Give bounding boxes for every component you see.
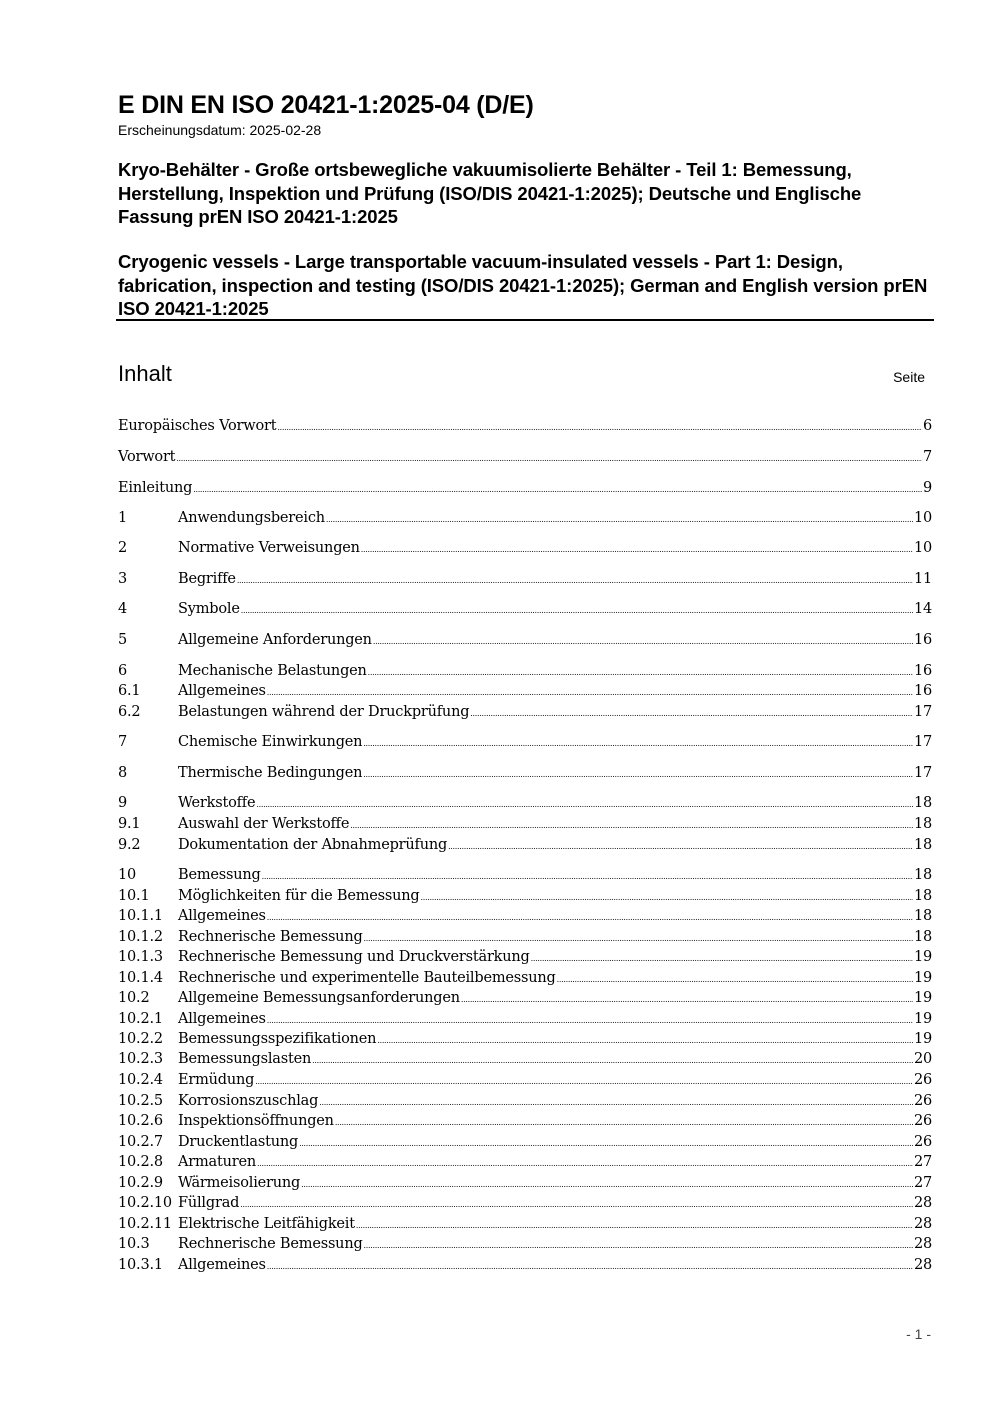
toc-entry-page: 28 bbox=[913, 1216, 932, 1232]
toc-entry-number: 10.2.4 bbox=[118, 1072, 163, 1088]
toc-entry-number: 10.2.1 bbox=[118, 1011, 163, 1027]
toc-entry[interactable] bbox=[118, 793, 932, 814]
toc-entry-title: Bemessungsspezifikationen bbox=[178, 1031, 377, 1047]
toc-entry-page: 26 bbox=[913, 1093, 932, 1109]
toc-entry-number: 10.2.9 bbox=[118, 1175, 163, 1191]
toc-dot-leader bbox=[361, 538, 913, 560]
toc-entry-title: Dokumentation der Abnahmeprüfung bbox=[178, 837, 448, 853]
toc-entry[interactable] bbox=[118, 906, 932, 927]
toc-entry[interactable] bbox=[118, 447, 932, 468]
toc-entry[interactable] bbox=[118, 968, 932, 989]
toc-entry-title: Druckentlastung bbox=[178, 1134, 299, 1150]
toc-entry-title: Allgemeine Anforderungen bbox=[178, 632, 372, 648]
toc-entry-title: Bemessung bbox=[178, 867, 261, 883]
toc-dot-leader bbox=[356, 1214, 913, 1236]
toc-entry-page: 11 bbox=[913, 571, 932, 587]
toc-entry[interactable] bbox=[118, 599, 932, 620]
toc-entry-page: 10 bbox=[913, 510, 932, 526]
toc-entry[interactable] bbox=[118, 508, 932, 529]
toc-entry-number: 9.2 bbox=[118, 837, 141, 853]
toc-entry-title: Füllgrad bbox=[178, 1195, 240, 1211]
toc-entry-page: 18 bbox=[913, 816, 932, 832]
toc-dot-leader bbox=[312, 1049, 913, 1071]
toc-entry[interactable] bbox=[118, 1009, 932, 1030]
toc-entry-number: 10.2.10 bbox=[118, 1195, 172, 1211]
toc-entry-page: 18 bbox=[913, 929, 932, 945]
toc-dot-leader bbox=[557, 968, 913, 990]
toc-entry-title: Korrosionszuschlag bbox=[178, 1093, 319, 1109]
toc-entry[interactable] bbox=[118, 865, 932, 886]
toc-entry-page: 14 bbox=[913, 601, 932, 617]
toc-dot-leader bbox=[262, 865, 913, 887]
toc-entry-page: 27 bbox=[913, 1175, 932, 1191]
toc-entry-page: 6 bbox=[922, 418, 932, 434]
toc-entry-page: 18 bbox=[913, 888, 932, 904]
toc-entry-number: 2 bbox=[118, 540, 128, 556]
toc-entry[interactable] bbox=[118, 478, 932, 499]
toc-entry-page: 18 bbox=[913, 908, 932, 924]
toc-entry-title: Begriffe bbox=[178, 571, 236, 587]
document-id: E DIN EN ISO 20421-1:2025-04 (D/E) bbox=[118, 91, 534, 119]
toc-dot-leader bbox=[193, 478, 922, 500]
toc-entry[interactable] bbox=[118, 538, 932, 559]
toc-entry[interactable] bbox=[118, 814, 932, 835]
toc-entry-page: 19 bbox=[913, 949, 932, 965]
toc-entry-number: 10.3 bbox=[118, 1236, 150, 1252]
toc-entry-page: 27 bbox=[913, 1154, 932, 1170]
publication-date: Erscheinungsdatum: 2025-02-28 bbox=[118, 122, 322, 138]
toc-entry[interactable] bbox=[118, 416, 932, 437]
toc-entry-number: 8 bbox=[118, 765, 128, 781]
header-divider bbox=[116, 319, 934, 321]
toc-entry[interactable] bbox=[118, 947, 932, 968]
toc-entry-title: Armaturen bbox=[178, 1154, 257, 1170]
toc-entry-number: 10.1.4 bbox=[118, 970, 163, 986]
toc-entry-page: 18 bbox=[913, 867, 932, 883]
toc-dot-leader bbox=[301, 1173, 913, 1195]
toc-entry-title: Allgemeines bbox=[178, 1257, 266, 1273]
toc-entry[interactable] bbox=[118, 1255, 932, 1276]
toc-entry[interactable] bbox=[118, 1091, 932, 1112]
toc-entry[interactable] bbox=[118, 763, 932, 784]
toc-entry-title: Einleitung bbox=[118, 480, 193, 496]
toc-dot-leader bbox=[448, 835, 913, 857]
toc-entry-number: 10.2.2 bbox=[118, 1031, 163, 1047]
toc-entry-number: 9.1 bbox=[118, 816, 141, 832]
toc-entry[interactable] bbox=[118, 569, 932, 590]
toc-entry-number: 4 bbox=[118, 601, 128, 617]
toc-entry[interactable] bbox=[118, 1152, 932, 1173]
toc-entry-title: Rechnerische Bemessung bbox=[178, 1236, 363, 1252]
toc-entry[interactable] bbox=[118, 702, 932, 723]
toc-dot-leader bbox=[377, 1029, 913, 1051]
page-number: - 1 - bbox=[906, 1326, 931, 1342]
toc-entry-page: 7 bbox=[922, 449, 932, 465]
toc-entry-number: 1 bbox=[118, 510, 128, 526]
toc-entry-number: 10.2.7 bbox=[118, 1134, 163, 1150]
toc-entry-number: 10.2 bbox=[118, 990, 150, 1006]
toc-entry-page: 18 bbox=[913, 795, 932, 811]
toc-entry-number: 5 bbox=[118, 632, 128, 648]
toc-entry-number: 10.2.8 bbox=[118, 1154, 163, 1170]
toc-entry-page: 10 bbox=[913, 540, 932, 556]
toc-dot-leader bbox=[326, 508, 913, 530]
toc-dot-leader bbox=[267, 1009, 913, 1031]
toc-entry-page: 26 bbox=[913, 1134, 932, 1150]
toc-entry[interactable] bbox=[118, 927, 932, 948]
toc-dot-leader bbox=[363, 732, 913, 754]
toc-entry-page: 19 bbox=[913, 1031, 932, 1047]
toc-entry-number: 10.1 bbox=[118, 888, 150, 904]
toc-entry[interactable] bbox=[118, 1214, 932, 1235]
toc-dot-leader bbox=[319, 1091, 913, 1113]
toc-entry-title: Bemessungslasten bbox=[178, 1051, 312, 1067]
toc-dot-leader bbox=[267, 1255, 913, 1277]
toc-entry-title: Ermüdung bbox=[178, 1072, 255, 1088]
toc-entry-page: 17 bbox=[913, 734, 932, 750]
toc-dot-leader bbox=[241, 599, 913, 621]
toc-dot-leader bbox=[299, 1132, 913, 1154]
toc-entry-title: Rechnerische Bemessung und Druckverstärkung bbox=[178, 949, 530, 965]
toc-dot-leader bbox=[364, 1234, 913, 1256]
toc-entry[interactable] bbox=[118, 681, 932, 702]
toc-entry-title: Rechnerische Bemessung bbox=[178, 929, 363, 945]
toc-dot-leader bbox=[461, 988, 913, 1010]
toc-entry-title: Thermische Bedingungen bbox=[178, 765, 363, 781]
toc-entry-title: Normative Verweisungen bbox=[178, 540, 360, 556]
toc-entry-number: 10.3.1 bbox=[118, 1257, 163, 1273]
toc-dot-leader bbox=[257, 1152, 913, 1174]
toc-entry-page: 28 bbox=[913, 1257, 932, 1273]
toc-entry-page: 20 bbox=[913, 1051, 932, 1067]
toc-entry-page: 19 bbox=[913, 1011, 932, 1027]
toc-entry-number: 6.2 bbox=[118, 704, 141, 720]
toc-entry[interactable] bbox=[118, 732, 932, 753]
toc-entry-title: Allgemeine Bemessungsanforderungen bbox=[178, 990, 460, 1006]
toc-dot-leader bbox=[255, 1070, 913, 1092]
toc-dot-leader bbox=[176, 447, 922, 469]
toc-dot-leader bbox=[364, 927, 913, 949]
toc-entry-title: Anwendungsbereich bbox=[178, 510, 325, 526]
toc-dot-leader bbox=[267, 681, 913, 703]
toc-entry-page: 16 bbox=[913, 683, 932, 699]
toc-entry-title: Auswahl der Werkstoffe bbox=[178, 816, 350, 832]
toc-page-label: Seite bbox=[893, 369, 925, 385]
toc-entry-page: 28 bbox=[913, 1236, 932, 1252]
toc-entry-page: 17 bbox=[913, 704, 932, 720]
toc-entry[interactable] bbox=[118, 661, 932, 682]
toc-entry-page: 9 bbox=[922, 480, 932, 496]
toc-entry[interactable] bbox=[118, 1049, 932, 1070]
toc-entry-title: Allgemeines bbox=[178, 908, 266, 924]
toc-entry-title: Werkstoffe bbox=[178, 795, 256, 811]
toc-entry-title: Chemische Einwirkungen bbox=[178, 734, 363, 750]
toc-entry-page: 19 bbox=[913, 990, 932, 1006]
toc-entry-number: 10.2.3 bbox=[118, 1051, 163, 1067]
toc-entry-title: Möglichkeiten für die Bemessung bbox=[178, 888, 420, 904]
toc-dot-leader bbox=[373, 630, 913, 652]
toc-entry-title: Vorwort bbox=[118, 449, 176, 465]
toc-entry[interactable] bbox=[118, 1070, 932, 1091]
toc-heading: Inhalt bbox=[118, 361, 172, 386]
toc-entry-page: 16 bbox=[913, 632, 932, 648]
toc-entry-page: 26 bbox=[913, 1072, 932, 1088]
toc-dot-leader bbox=[240, 1193, 913, 1215]
toc-entry-number: 10.1.2 bbox=[118, 929, 163, 945]
toc-dot-leader bbox=[421, 886, 913, 908]
toc-entry-number: 6.1 bbox=[118, 683, 141, 699]
toc-entry-title: Elektrische Leitfähigkeit bbox=[178, 1216, 355, 1232]
toc-dot-leader bbox=[531, 947, 913, 969]
toc-dot-leader bbox=[267, 906, 913, 928]
toc-entry[interactable] bbox=[118, 1193, 932, 1214]
toc-dot-leader bbox=[237, 569, 913, 591]
toc-entry-page: 18 bbox=[913, 837, 932, 853]
toc-dot-leader bbox=[277, 416, 922, 438]
toc-entry[interactable] bbox=[118, 835, 932, 856]
toc-entry-page: 17 bbox=[913, 765, 932, 781]
toc-dot-leader bbox=[350, 814, 913, 836]
toc-entry-title: Allgemeines bbox=[178, 683, 266, 699]
toc-entry-number: 10.2.11 bbox=[118, 1216, 172, 1232]
toc-entry-number: 10.2.5 bbox=[118, 1093, 163, 1109]
toc-dot-leader bbox=[368, 661, 913, 683]
toc-entry[interactable] bbox=[118, 1132, 932, 1153]
toc-dot-leader bbox=[470, 702, 913, 724]
toc-dot-leader bbox=[256, 793, 913, 815]
toc-entry[interactable] bbox=[118, 1111, 932, 1132]
toc-entry-title: Europäisches Vorwort bbox=[118, 418, 277, 434]
toc-entry-number: 10.1.1 bbox=[118, 908, 163, 924]
toc-entry[interactable] bbox=[118, 1173, 932, 1194]
toc-entry-title: Inspektionsöffnungen bbox=[178, 1113, 334, 1129]
toc-entry-page: 16 bbox=[913, 663, 932, 679]
toc-entry-title: Allgemeines bbox=[178, 1011, 266, 1027]
toc-entry-number: 6 bbox=[118, 663, 128, 679]
toc-entry-number: 10.2.6 bbox=[118, 1113, 163, 1129]
toc-entry-page: 19 bbox=[913, 970, 932, 986]
toc-entry-number: 7 bbox=[118, 734, 128, 750]
toc-entry-page: 26 bbox=[913, 1113, 932, 1129]
toc-entry-number: 3 bbox=[118, 571, 128, 587]
toc-entry[interactable] bbox=[118, 630, 932, 651]
toc-entry-page: 28 bbox=[913, 1195, 932, 1211]
toc-entry[interactable] bbox=[118, 988, 932, 1009]
toc-dot-leader bbox=[335, 1111, 913, 1133]
toc-entry-title: Symbole bbox=[178, 601, 240, 617]
title-german: Kryo-Behälter - Große ortsbewegliche vakuumisolierte Behälter - Teil 1: Bemessung, Herstellung, Inspektion und Prüfung (ISO/DIS 20421-1:2025); Deutsche und Englische Fassung prEN ISO 20421-1:2025 bbox=[118, 159, 862, 227]
toc-dot-leader bbox=[363, 763, 913, 785]
toc-entry-number: 10.1.3 bbox=[118, 949, 163, 965]
toc-entry[interactable] bbox=[118, 1234, 932, 1255]
toc-entry-title: Rechnerische und experimentelle Bauteilbemessung bbox=[178, 970, 556, 986]
toc-entry-number: 9 bbox=[118, 795, 128, 811]
toc-entry[interactable] bbox=[118, 886, 932, 907]
toc-entry-number: 10 bbox=[118, 867, 137, 883]
toc-entry[interactable] bbox=[118, 1029, 932, 1050]
toc-entry-title: Mechanische Belastungen bbox=[178, 663, 367, 679]
toc-entry-title: Belastungen während der Druckprüfung bbox=[178, 704, 470, 720]
title-english: Cryogenic vessels - Large transportable vacuum-insulated vessels - Part 1: Design, fabrication, inspection and testing (ISO/DIS 20421-1:2025); German and English version prEN ISO 20421-1:2025 bbox=[118, 251, 928, 319]
toc-entry-title: Wärmeisolierung bbox=[178, 1175, 301, 1191]
